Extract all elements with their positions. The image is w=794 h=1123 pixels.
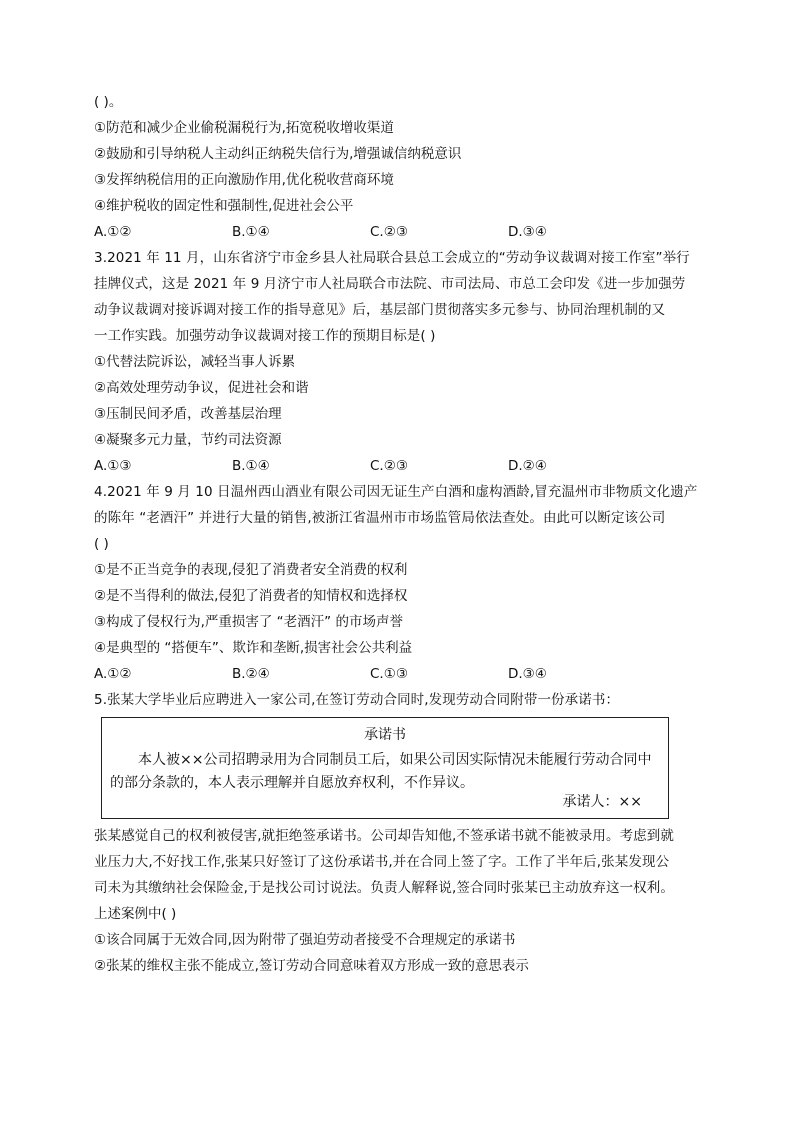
pledge-letter-title: 承诺书 [364, 727, 406, 743]
q2-answer-blank: ( )。 [94, 94, 123, 110]
q2-options [94, 223, 706, 241]
q4-option-b[interactable]: B.②④ [232, 666, 270, 682]
q3-option-a[interactable]: A.①③ [94, 458, 132, 474]
pledge-letter-signature: 承诺人：×× [562, 794, 642, 810]
q4-item-4: ④是典型的 “搭便车”、欺诈和垄断,损害社会公共利益 [94, 640, 413, 656]
q4-option-d[interactable]: D.③④ [508, 666, 547, 682]
q2-item-4: ④维护税收的固定性和强制性,促进社会公平 [94, 198, 354, 214]
q5-stem-line-2: 业压力大,不好找工作,张某只好签订了这份承诺书,并在合同上签了字。工作了半年后,张某发现公 [94, 854, 670, 870]
q4-item-2: ②是不当得利的做法,侵犯了消费者的知情权和选择权 [94, 588, 408, 604]
q5-stem-line-1: 张某感觉自己的权利被侵害,就拒绝签承诺书。公司却告知他,不签承诺书就不能被录用。考虑到就 [94, 828, 674, 844]
q4-stem-line-2: 的陈年 “老酒汗” 并进行大量的销售,被浙江省温州市市场监管局依法查处。由此可以断定该公司 [94, 510, 666, 526]
q2-option-a[interactable]: A.①② [94, 224, 132, 240]
q5-stem-line-3: 司未为其缴纳社会保险金,于是找公司讨说法。负责人解释说,签合同时张某已主动放弃这一权利。 [94, 880, 674, 896]
q3-stem-line-1: 3.2021 年 11 月，山东省济宁市金乡县人社局联合县总工会成立的“劳动争议裁调对接工作室”举行 [94, 250, 690, 266]
q4-option-a[interactable]: A.①② [94, 666, 132, 682]
page-content [94, 93, 706, 983]
q2-option-c[interactable]: C.②③ [370, 224, 408, 240]
pledge-letter-box [101, 717, 669, 819]
q5-item-1: ①该合同属于无效合同,因为附带了强迫劳动者接受不合理规定的承诺书 [94, 932, 516, 948]
q3-options [94, 457, 706, 475]
q5-intro: 5.张某大学毕业后应聘进入一家公司,在签订劳动合同时,发现劳动合同附带一份承诺书： [94, 692, 620, 708]
q3-option-c[interactable]: C.②③ [370, 458, 408, 474]
q4-item-1: ①是不正当竞争的表现,侵犯了消费者安全消费的权利 [94, 562, 408, 578]
q5-item-2: ②张某的维权主张不能成立,签订劳动合同意味着双方形成一致的意思表示 [94, 958, 529, 974]
q2-option-b[interactable]: B.①④ [232, 224, 270, 240]
q2-option-d[interactable]: D.③④ [508, 224, 547, 240]
q4-option-c[interactable]: C.①③ [370, 666, 408, 682]
q4-stem-line-1: 4.2021 年 9 月 10 日温州西山酒业有限公司因无证生产白酒和虚构酒龄,冒充温州市非物质文化遗产 [94, 484, 698, 500]
q3-item-3: ③压制民间矛盾，改善基层治理 [94, 406, 282, 422]
q3-option-d[interactable]: D.②④ [508, 458, 547, 474]
q3-stem-line-3: 动争议裁调对接诉调对接工作的指导意见》后，基层部门贯彻落实多元参与、协同治理机制的又 [94, 302, 666, 318]
q3-item-1: ①代替法院诉讼，减轻当事人诉累 [94, 354, 296, 370]
pledge-letter-body: 本人被××公司招聘录用为合同制员工后，如果公司因实际情况未能履行劳动合同中的部分条款的，本人表示理解并自愿放弃权利，不作异议。 [110, 752, 652, 791]
q5-stem-line-4: 上述案例中( ) [94, 906, 177, 922]
q4-item-3: ③构成了侵权行为,严重损害了 “老酒汗” 的市场声誉 [94, 614, 403, 630]
q4-answer-blank: ( ) [94, 536, 109, 552]
q3-item-4: ④凝聚多元力量，节约司法资源 [94, 432, 282, 448]
q3-stem-line-4: 一工作实践。加强劳动争议裁调对接工作的预期目标是( ) [94, 328, 436, 344]
q3-item-2: ②高效处理劳动争议，促进社会和谐 [94, 380, 309, 396]
q2-item-3: ③发挥纳税信用的正向激励作用,优化税收营商环境 [94, 172, 394, 188]
q3-stem-line-2: 挂牌仪式，这是 2021 年 9 月济宁市人社局联合市法院、市司法局、市总工会印发《进一步加强劳 [94, 276, 686, 292]
q3-option-b[interactable]: B.①④ [232, 458, 270, 474]
q4-options [94, 665, 706, 683]
q2-item-1: ①防范和减少企业偷税漏税行为,拓宽税收增收渠道 [94, 120, 394, 136]
q2-item-2: ②鼓励和引导纳税人主动纠正纳税失信行为,增强诚信纳税意识 [94, 146, 462, 162]
